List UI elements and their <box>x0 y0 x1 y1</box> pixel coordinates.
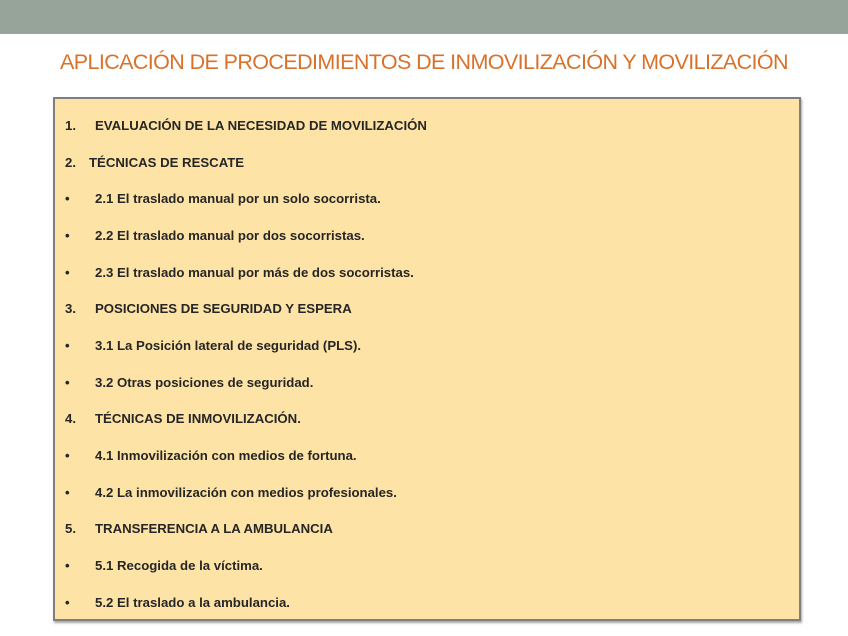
list-item-text: 3.2 Otras posiciones de seguridad. <box>95 375 314 390</box>
list-item-text: 3.1 La Posición lateral de seguridad (PLS). <box>95 338 362 353</box>
bullet-icon: • <box>65 595 70 610</box>
list-item-text: TÉCNICAS DE RESCATE <box>89 155 245 170</box>
slide-title: APLICACIÓN DE PROCEDIMIENTOS DE INMOVILIZACIÓN Y MOVILIZACIÓN <box>60 50 788 74</box>
list-item-text: 2.2 El traslado manual por dos socorristas. <box>95 228 365 243</box>
bullet-icon: • <box>65 265 70 280</box>
list-item-text: EVALUACIÓN DE LA NECESIDAD DE MOVILIZACIÓN <box>95 118 427 133</box>
list-marker: 3. <box>65 301 76 316</box>
bullet-icon: • <box>65 448 70 463</box>
list-item-text: 4.2 La inmovilización con medios profesionales. <box>95 485 397 500</box>
bullet-icon: • <box>65 558 70 573</box>
list-marker: 5. <box>65 521 76 536</box>
list-marker: 1. <box>65 118 76 133</box>
list-item-text: 2.3 El traslado manual por más de dos socorristas. <box>95 265 414 280</box>
list-item-text: POSICIONES DE SEGURIDAD Y ESPERA <box>95 301 352 316</box>
bullet-icon: • <box>65 485 70 500</box>
list-item-text: TÉCNICAS DE INMOVILIZACIÓN. <box>95 411 301 426</box>
list-item-text: 2.1 El traslado manual por un solo socorrista. <box>95 191 381 206</box>
list-marker: 4. <box>65 411 76 426</box>
content-box <box>53 97 801 621</box>
list-item-text: TRANSFERENCIA A LA AMBULANCIA <box>95 521 333 536</box>
list-item-text: 4.1 Inmovilización con medios de fortuna. <box>95 448 357 463</box>
bullet-icon: • <box>65 375 70 390</box>
list-item-text: 5.2 El traslado a la ambulancia. <box>95 595 290 610</box>
list-marker: 2. <box>65 155 76 170</box>
header-band <box>0 0 848 34</box>
bullet-icon: • <box>65 191 70 206</box>
bullet-icon: • <box>65 338 70 353</box>
list-item-text: 5.1 Recogida de la víctima. <box>95 558 263 573</box>
bullet-icon: • <box>65 228 70 243</box>
